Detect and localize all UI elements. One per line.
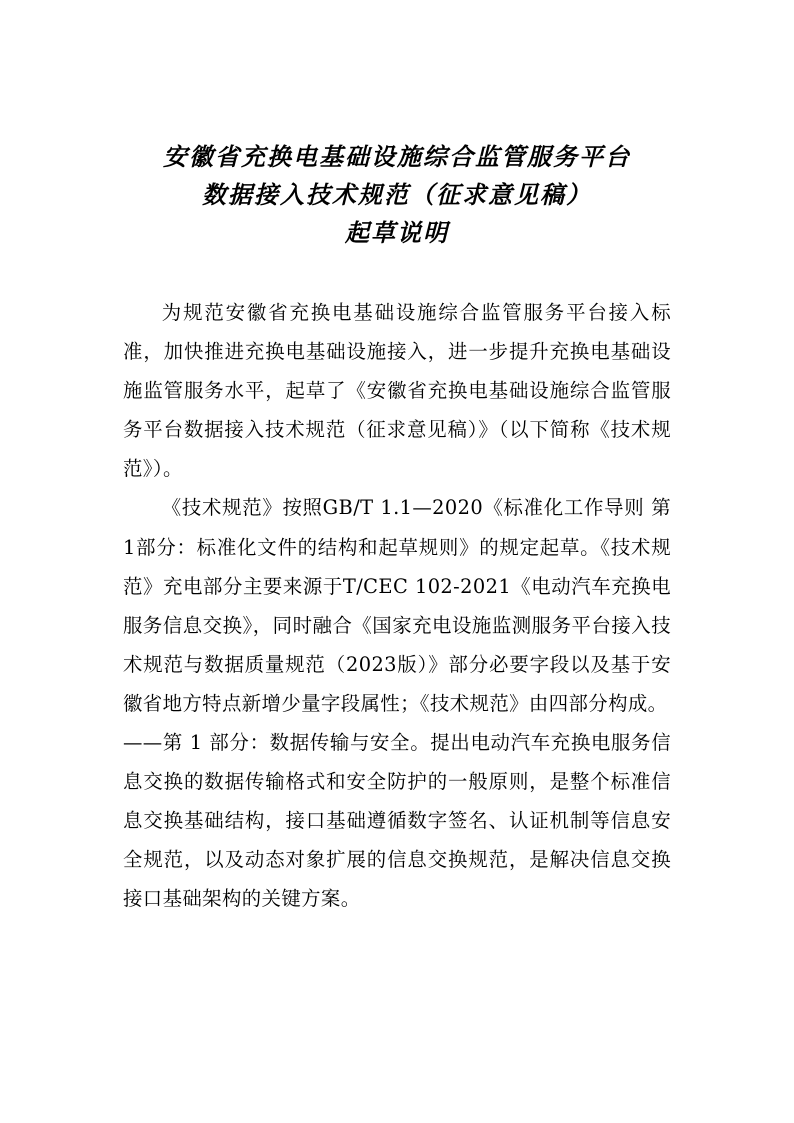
document-body [123,293,671,919]
paragraph-purpose: 为规范安徽省充换电基础设施综合监管服务平台接入标准，加快推进充换电基础设施接入，进一步提升充换电基础设施监管服务水平，起草了《安徽省充换电基础设施综合监管服务平台数据接入技术规范（征求意见稿）》（以下简称《技术规范》）。 [123,301,671,481]
paragraph-part-1: ——第 1 部分：数据传输与安全。提出电动汽车充换电服务信息交换的数据传输格式和安全防护的一般原则，是整个标准信息交换基础结构，接口基础遵循数字签名、认证机制等信息安全规范，以及动态对象扩展的信息交换规范，是解决信息交换接口基础架构的关键方案。 [123,731,671,911]
title-line-1: 安徽省充换电基础设施综合监管服务平台 [163,142,631,171]
document-title [0,138,794,252]
title-line-3: 起草说明 [345,218,449,247]
paragraph-structure: 《技术规范》按照GB/T 1.1—2020《标准化工作导则 第1部分：标准化文件的结构和起草规则》的规定起草。《技术规范》充电部分主要来源于T/CEC 102-2021《电动汽车充换电服务信息交换》，同时融合《国家充电设施监测服务平台接入技术规范与数据质量规范（2023版）》部分必要字段以及基于安徽省地方特点新增少量字段属性；《技术规范》由四部分构成。 [123,496,671,715]
title-line-2: 数据接入技术规范（征求意见稿） [202,180,592,209]
